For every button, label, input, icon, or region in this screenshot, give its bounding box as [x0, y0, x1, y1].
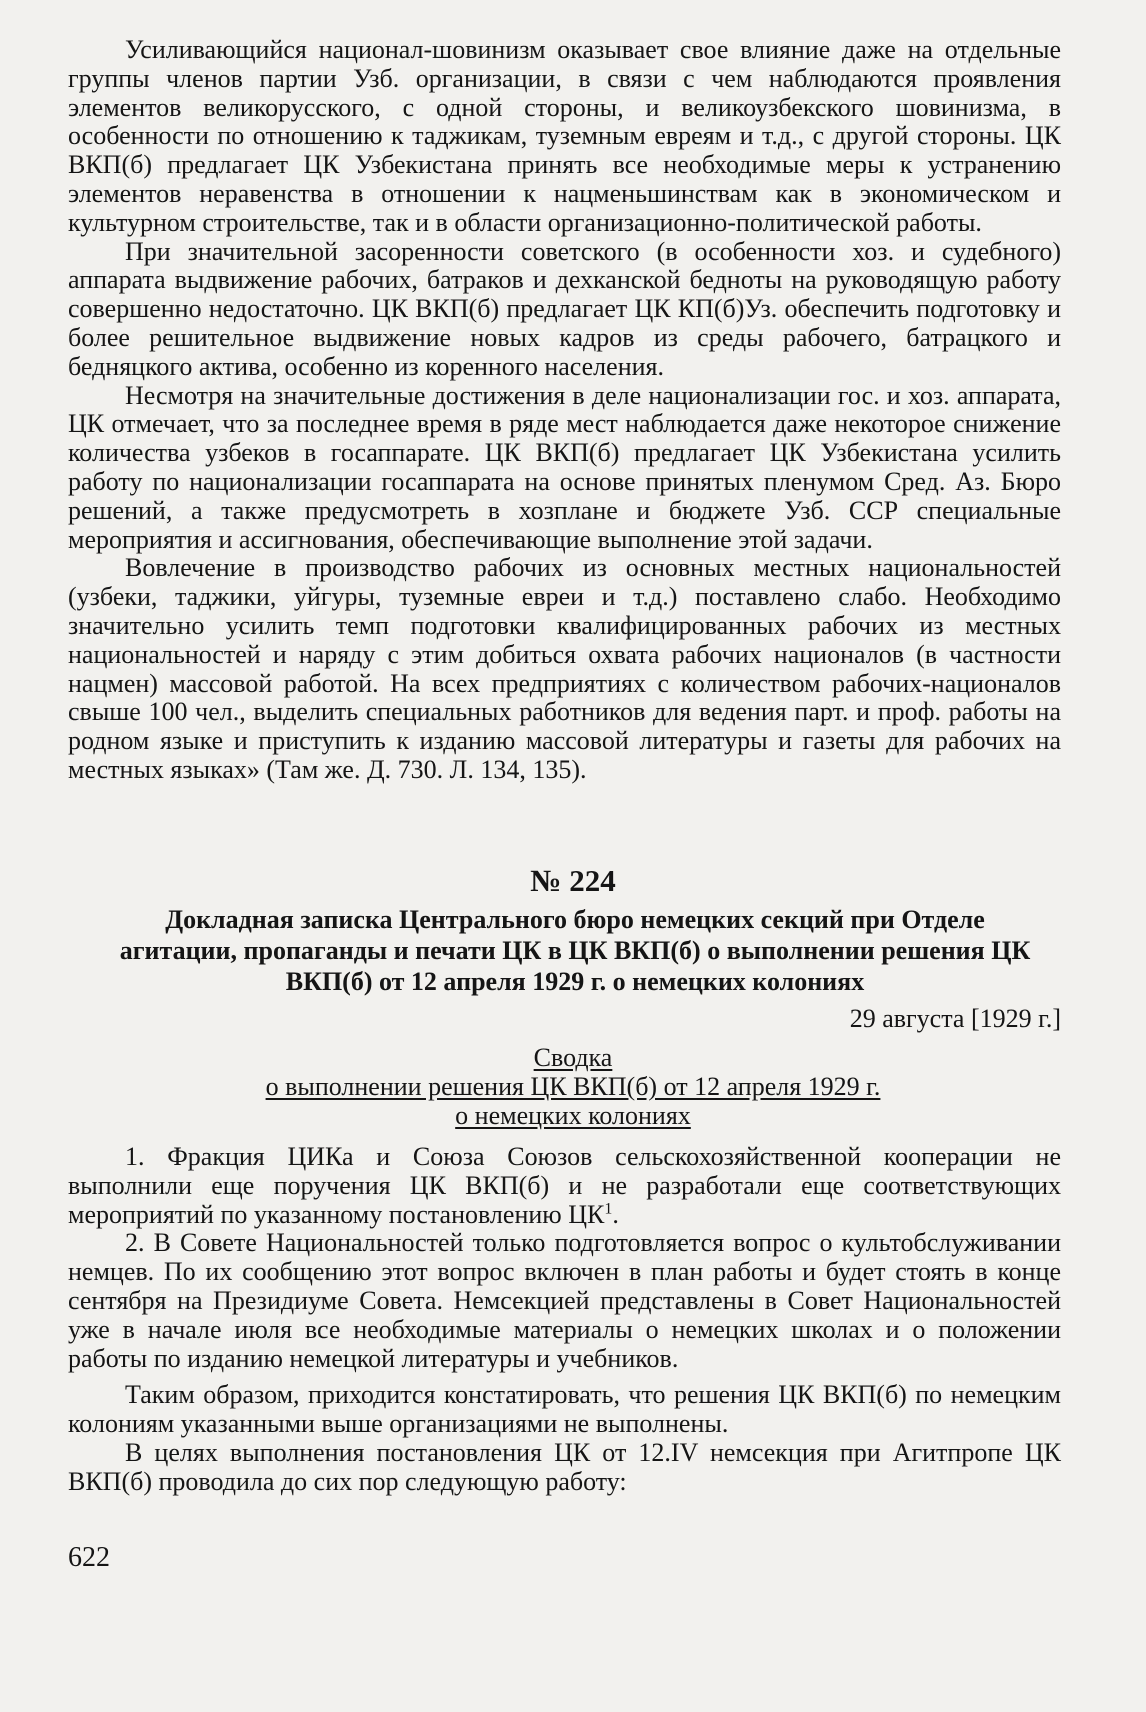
summary-item-2: 2. В Совете Национальностей только подготовляется вопрос о культобслуживании немцев. По их сообщению этот вопрос включен в план работы и будет стоять в конце сентября на Президиуме Совета. Немсекцией представлены в Совет Национальностей уже в начале июля все необходимые материалы о немецких школах и о положении работы по изданию немецкой литературы и учебников.: [68, 1228, 1061, 1373]
document-title: Докладная записка Центрального бюро немецких секций при Отделе агитации, пропаганды и печати ЦК в ЦК ВКП(б) о выполнении решения ЦК ВКП(б) от 12 апреля 1929 г. о немецких колониях: [119, 905, 1031, 996]
summary-heading-line-2: о выполнении решения ЦК ВКП(б) от 12 апреля 1929 г.: [265, 1072, 881, 1101]
summary-item-1: 1. Фракция ЦИКа и Союза Союзов сельскохозяйственной кооперации не выполнили еще поручения ЦК ВКП(б) и не разработали еще соответствующих мероприятий по указанному постановлению $ЦК^1$.: [68, 1142, 1061, 1229]
document-date: 29 августа [1929 г.]: [849, 1004, 1061, 1033]
summary-closing: В целях выполнения постановления ЦК от 12.IV немсекция при Агитпропе ЦК ВКП(б) проводила до сих пор следующую работу:: [68, 1437, 1061, 1496]
preceding-document-text: [68, 36, 1061, 785]
footnote-marker: 1: [604, 1199, 613, 1217]
page-number: 622: [68, 1542, 110, 1573]
paragraph-cadres: При значительной засоренности советского (в особенности хоз. и судебного) аппарата выдвижение рабочих, батраков и дехканской бедноты на руководящую работу совершенно недостаточно. ЦК ВКП(б) предлагает ЦК КП(б)Уз. обеспечить подготовку и более решительное выдвижение новых кадров из среды рабочего, батрацкого и бедняцкого актива, особенно из коренного населения.: [68, 236, 1061, 381]
paragraph-chauvinism: Усиливающийся национал-шовинизм оказывает свое влияние даже на отдельные группы членов партии Узб. организации, в связи с чем наблюдаются проявления элементов великорусского, с одной стороны, и великоузбекского шовинизма, в особенности по отношению к таджикам, туземным евреям и т.д., с другой стороны. ЦК ВКП(б) предлагает ЦК Узбекистана принять все необходимые меры к устранению элементов неравенства в отношении к нацменьшинствам как в экономическом и культурном строительстве, так и в области организационно-политической работы.: [68, 35, 1061, 237]
summary-heading-line-1: Сводка: [533, 1043, 613, 1072]
summary-conclusion: Таким образом, приходится констатировать, что решения ЦК ВКП(б) по немецким колониям указанными выше организациями не выполнены.: [68, 1380, 1061, 1439]
document-number: № 224: [530, 863, 616, 898]
summary-body: [68, 1143, 1061, 1497]
summary-heading-line-3: о немецких колониях: [455, 1101, 691, 1130]
paragraph-workers: Вовлечение в производство рабочих из основных местных национальностей (узбеки, таджики, уйгуры, туземные евреи и т.д.) поставлено слабо. Необходимо значительно усилить темп подготовки квалифицированных рабочих из местных национальностей и наряду с этим добиться охвата рабочих националов (в частности нацмен) массовой работой. На всех предприятиях с количеством рабочих-националов свыше 100 чел., выделить специальных работников для ведения парт. и проф. работы на родном языке и приступить к изданию массовой литературы и газеты для рабочих на местных языках» (Там же. Д. 730. Л. 134, 135).: [68, 553, 1061, 784]
paragraph-nationalization: Несмотря на значительные достижения в деле национализации гос. и хоз. аппарата, ЦК отмечает, что за последнее время в ряде мест наблюдается даже некоторое снижение количества узбеков в госаппарате. ЦК ВКП(б) предлагает ЦК Узбекистана усилить работу по национализации госаппарата на основе принятых пленумом Сред. Аз. Бюро решений, а также предусмотреть в хозплане и бюджете Узб. ССР специальные мероприятия и ассигнования, обеспечивающие выполнение этой задачи.: [68, 380, 1061, 554]
